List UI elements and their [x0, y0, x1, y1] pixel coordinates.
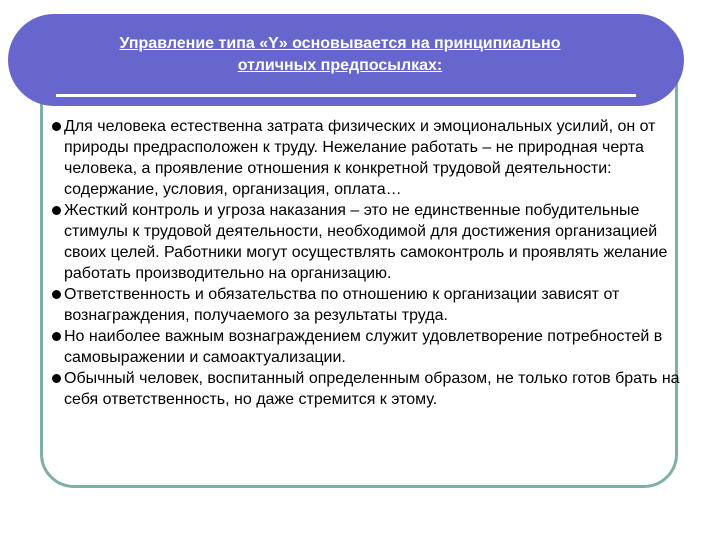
- bullet-item: [48, 200, 684, 284]
- bullet-dot-icon: [52, 374, 61, 383]
- bullet-dot-icon: [52, 290, 61, 299]
- bullet-text: Ответственность и обязательства по отношению к организации зависят от вознаграждения, получаемого за результаты труда.: [64, 286, 620, 324]
- slide-title-line-1: Управление типа «Y» основывается на принципиально: [119, 35, 561, 52]
- slide-title-line-2: отличных предпосылках:: [237, 57, 443, 74]
- slide-title: [40, 33, 640, 77]
- bullet-dot-icon: [52, 206, 61, 215]
- bullet-text: Для человека естественна затрата физических и эмоциональных усилий, он от природы предрасположен к труду. Нежелание работать – не природная черта человека, а проявление отношения к конкретной трудовой деятельности: содержание, условия, организация, оплата…: [64, 118, 656, 198]
- bullet-item: [48, 116, 684, 200]
- bullet-list: [48, 116, 684, 410]
- bullet-dot-icon: [52, 332, 61, 341]
- bullet-item: [48, 284, 684, 326]
- bullet-item: [48, 326, 684, 368]
- bullet-item: [48, 368, 684, 410]
- bullet-text: Жесткий контроль и угроза наказания – это не единственные побудительные стимулы к трудовой деятельности, необходимой для достижения организацией своих целей. Работники могут осуществлять самоконтроль и проявлять желание работать производительно на организацию.: [64, 202, 668, 282]
- title-divider: [56, 94, 636, 97]
- bullet-dot-icon: [52, 122, 61, 131]
- bullet-text: Но наиболее важным вознаграждением служит удовлетворение потребностей в самовыражении и самоактуализации.: [64, 328, 663, 366]
- bullet-text: Обычный человек, воспитанный определенным образом, не только готов брать на себя ответственность, но даже стремится к этому.: [64, 370, 680, 408]
